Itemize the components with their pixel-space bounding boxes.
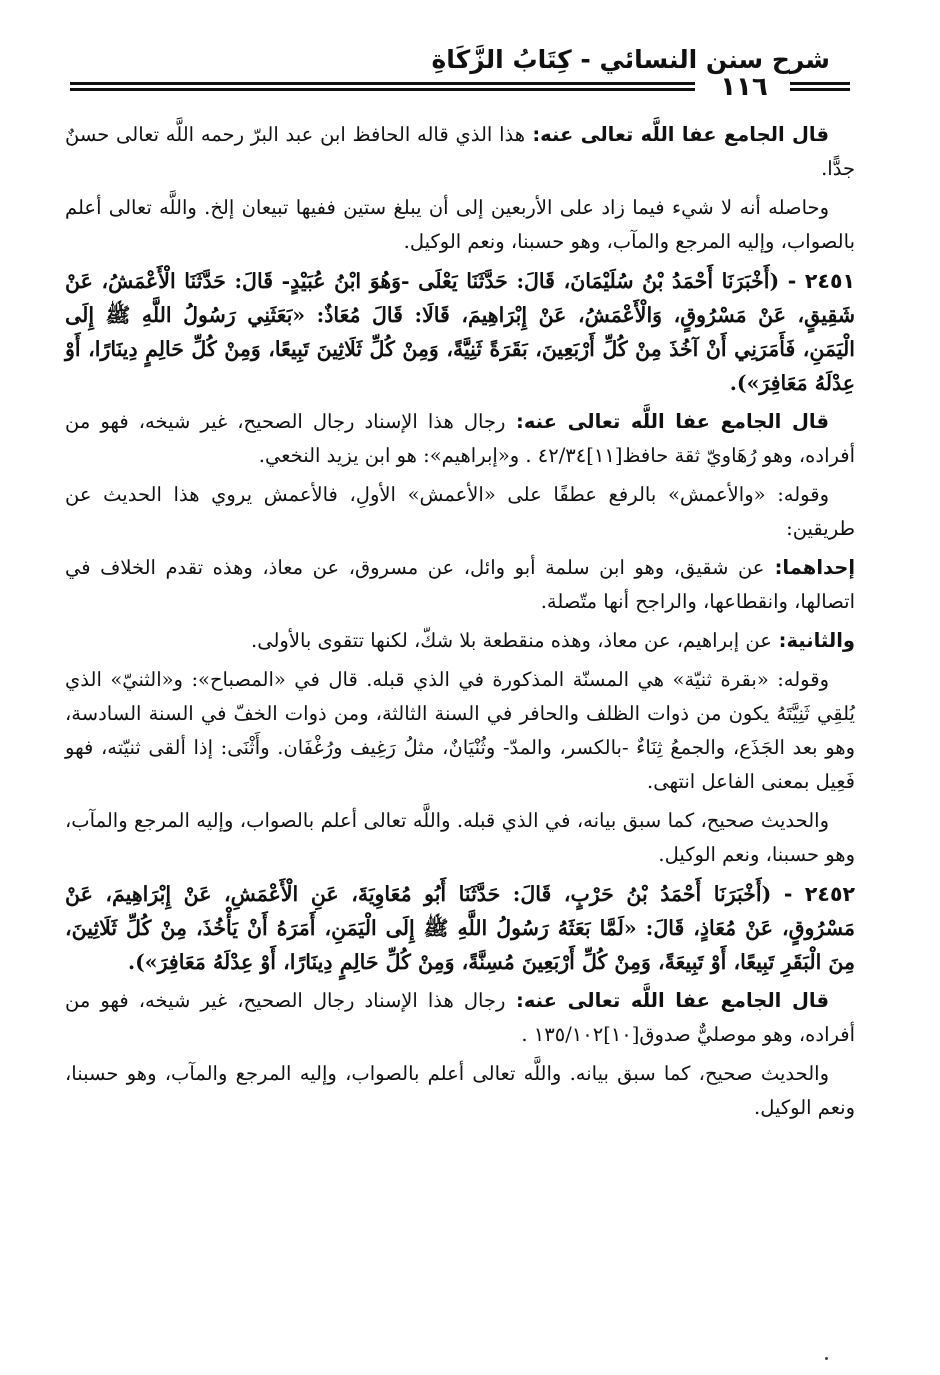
paragraph-text: والحديث صحيح، كما سبق بيانه. واللَّه تعالى أعلم بالصواب، وإليه المرجع والمآب، وهو حسبنا، ونعم الوكيل. — [65, 1062, 855, 1119]
paragraph-hadith-sahih-1 — [65, 804, 855, 872]
hadith-2451 — [65, 264, 855, 400]
hadith-text: (أَخْبَرَنَا أَحْمَدُ بْنُ حَرْبٍ، قَالَ: حَدَّثَنَا أَبُو مُعَاوِيَةَ، عَنِ الْأَعْمَشِ، عَنْ إِبْرَاهِيمَ، عَنْ مَسْرُوقٍ، عَنْ مُعَاذٍ، قَالَ: «لَمَّا بَعَثَهُ رَسُولُ اللَّهِ ﷺ إِلَى الْيَمَنِ، أَمَرَهُ أَنْ يَأْخُذَ، مِنْ كُلِّ ثَلَاثِينَ، مِنَ الْبَقَرِ تَبِيعًا، أَوْ تَبِيعَةً، وَمِنْ كُلِّ أَرْبَعِينَ مُسِنَّةً، وَمِنْ كُلِّ حَالِمٍ دِينَارًا، أَوْ عِدْلَهُ مَعَافِرَ»). — [65, 882, 855, 974]
paragraph-text: وحاصله أنه لا شيء فيما زاد على الأربعين إلى أن يبلغ ستين ففيها تبيعان إلخ. واللَّه تعالى أعلم بالصواب، وإليه المرجع والمآب، وهو حسبنا، ونعم الوكيل. — [65, 196, 855, 253]
header-rule-left — [70, 82, 695, 91]
paragraph-second-route — [65, 624, 855, 658]
paragraph-thaniya-definition — [65, 663, 855, 799]
paragraph-qawluhu-amash — [65, 478, 855, 546]
paragraph-jami-comment-2 — [65, 405, 855, 473]
header-rule-right — [790, 82, 850, 91]
paragraph-lead: قال الجامع عفا اللَّه تعالى عنه: — [505, 410, 829, 433]
paragraph-lead: إحداهما: — [764, 556, 855, 579]
paragraph-jami-comment-3 — [65, 984, 855, 1052]
paragraph-summary — [65, 191, 855, 259]
paragraph-text: عن شقيق، وهو ابن سلمة أبو وائل، عن مسروق، عن معاذ، وهذه تقدم الخلاف في اتصالها، وانقطاعها، والراجح أنها متّصلة. — [65, 556, 855, 613]
paragraph-text: عن إبراهيم، عن معاذ، وهذه منقطعة بلا شكّ، لكنها تتقوى بالأولى. — [251, 629, 772, 652]
hadith-text: (أَخْبَرَنَا أَحْمَدُ بْنُ سُلَيْمَانَ، قَالَ: حَدَّثَنَا يَعْلَى -وَهُوَ ابْنُ عُبَيْدٍ- قَالَ: حَدَّثَنَا الْأَعْمَشُ، عَنْ شَقِيقٍ، عَنْ مَسْرُوقٍ، وَالْأَعْمَشُ، عَنْ إِبْرَاهِيمَ، قَالَا: قَالَ مُعَاذٌ: «بَعَثَنِي رَسُولُ اللَّهِ ﷺ إِلَى الْيَمَنِ، فَأَمَرَنِي أَنْ آخُذَ مِنْ كُلِّ أَرْبَعِينَ، بَقَرَةً ثَنِيَّةً، وَمِنْ كُلِّ ثَلَاثِينَ تَبِيعًا، وَمِنْ كُلِّ حَالِمٍ دِينَارًا، أَوْ عِدْلَهُ مَعَافِرَ»). — [65, 269, 855, 395]
hadith-number: ٢٤٥٢ - — [771, 882, 855, 906]
paragraph-jami-comment-1 — [65, 118, 855, 186]
hadith-number: ٢٤٥١ - — [779, 269, 855, 293]
paragraph-text: والحديث صحيح، كما سبق بيانه، في الذي قبله. واللَّه تعالى أعلم بالصواب، وإليه المرجع والمآب، وهو حسبنا، ونعم الوكيل. — [65, 809, 855, 866]
hadith-2452 — [65, 877, 855, 979]
paragraph-text: رجال هذا الإسناد رجال الصحيح، غير شيخه، فهو من أفراده، وهو رُهَاويّ ثقة حافظ[١١]٤٢/٣٤ . و«إبراهيم»: هو ابن يزيد النخعي. — [65, 410, 855, 467]
paragraph-lead: قال الجامع عفا اللَّه تعالى عنه: — [525, 123, 830, 146]
scan-speck — [825, 1357, 828, 1360]
paragraph-text: هذا الذي قاله الحافظ ابن عبد البرّ رحمه اللَّه تعالى حسنٌ جدًّا. — [65, 123, 855, 180]
page-body — [65, 118, 855, 1130]
paragraph-text: وقوله: «بقرة ثنيّة» هي المسنّة المذكورة في الذي قبله. قال في «المصباح»: و«الثنيّ» الذي يُلقِي ثَنِيَّتَهُ يكون من ذوات الظلف والحافر في السنة الثالثة، ومن ذوات الخفّ في السنة السادسة، وهو بعد الجَذَع، والجمعُ ثِنَاءٌ -بالكسر، والمدّ- وثُنْيَانٌ، مثلُ رَغِيف ورُغْفَان. وأَثْنَى: إذا ألقى ثنيّته، فهو فَعِيل بمعنى الفاعل انتهى. — [65, 668, 855, 793]
paragraph-first-route — [65, 551, 855, 619]
paragraph-lead: والثانية: — [771, 629, 855, 652]
paragraph-text: رجال هذا الإسناد رجال الصحيح، غير شيخه، فهو من أفراده، وهو موصليٌّ صدوق[١٠]١٣٥/١٠٢ . — [65, 989, 855, 1046]
page-number: ١١٦ — [720, 72, 768, 102]
paragraph-lead: قال الجامع عفا اللَّه تعالى عنه: — [505, 989, 829, 1012]
paragraph-text: وقوله: «والأعمش» بالرفع عطفًا على «الأعمش» الأولِ، فالأعمش يروي هذا الحديث عن طريقين: — [65, 483, 855, 540]
running-title: شرح سنن النسائي - كِتَابُ الزَّكَاةِ — [431, 45, 830, 74]
paragraph-hadith-sahih-2 — [65, 1057, 855, 1125]
header-rule-inner-line — [70, 88, 695, 89]
